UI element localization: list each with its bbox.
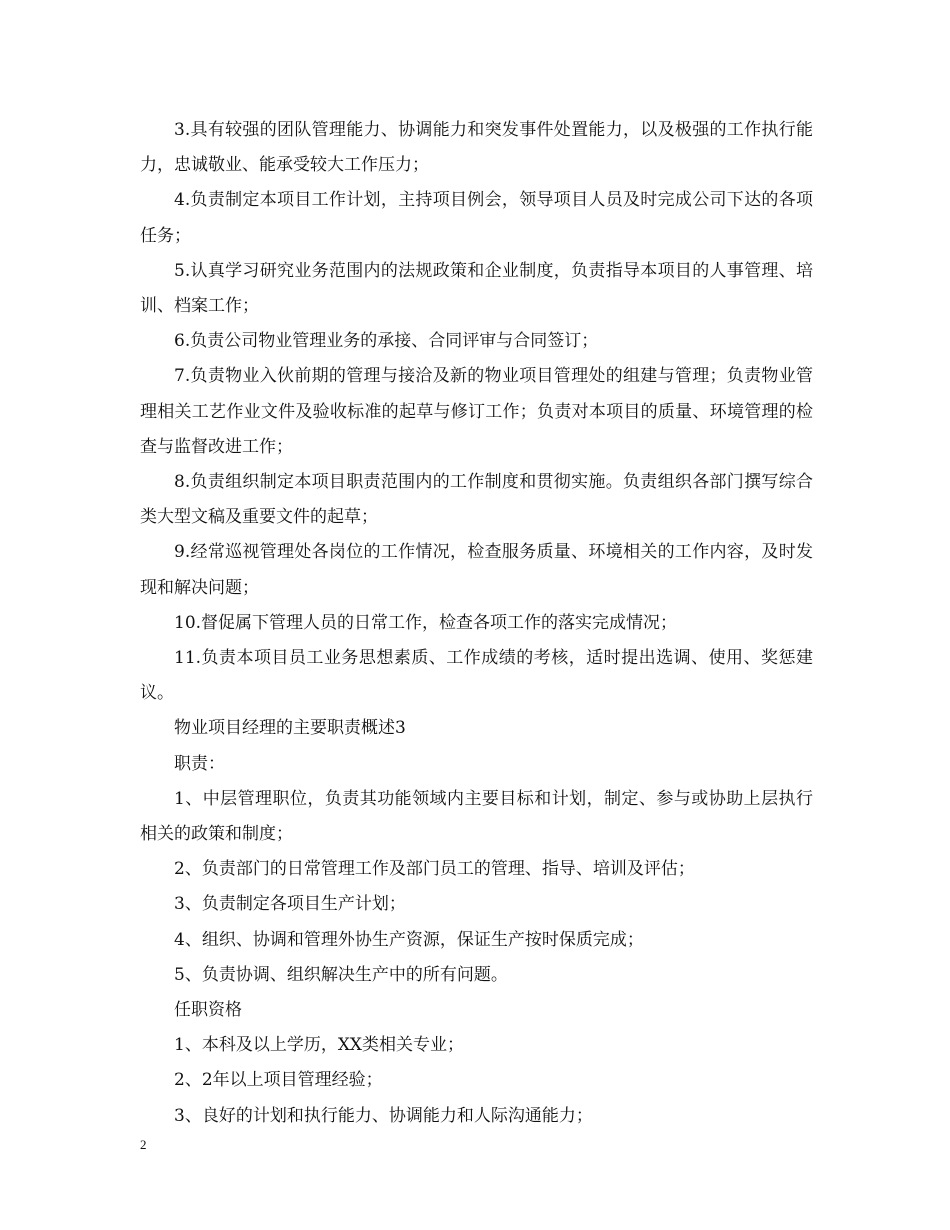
duties-label: 职责： xyxy=(174,753,225,774)
duty-item-5: 5、负责协调、组织解决生产中的所有问题。 xyxy=(174,964,508,985)
section-heading: 物业项目经理的主要职责概述3 xyxy=(174,718,406,739)
page-body xyxy=(140,113,813,1134)
page-number: 2 xyxy=(140,1137,147,1152)
duty-item-1: 1、中层管理职位，负责其功能领域内主要目标和计划，制定、参与或协助上层执行相关的政策和制度； xyxy=(140,788,813,845)
paragraph-item-8: 8.负责组织制定本项目职责范围内的工作制度和贯彻实施。负责组织各部门撰写综合类大型文稿及重要文件的起草； xyxy=(140,472,813,528)
paragraph-item-10: 10.督促属下管理人员的日常工作，检查各项工作的落实完成情况； xyxy=(174,612,678,633)
paragraph-item-4: 4.负责制定本项目工作计划，主持项目例会，领导项目人员及时完成公司下达的各项任务； xyxy=(140,190,813,246)
duty-item-2: 2、负责部门的日常管理工作及部门员工的管理、指导、培训及评估； xyxy=(174,859,695,880)
qualification-item-2: 2、2年以上项目管理经验； xyxy=(174,1070,383,1091)
paragraph-item-5: 5.认真学习研究业务范围内的法规政策和企业制度，负责指导本项目的人事管理、培训、档案工作； xyxy=(140,260,813,317)
qualifications-label: 任职资格 xyxy=(174,1000,242,1021)
paragraph-item-11: 11.负责本项目员工业务思想素质、工作成绩的考核，适时提出选调、使用、奖惩建议。 xyxy=(140,648,813,704)
paragraph-item-6: 6.负责公司物业管理业务的承接、合同评审与合同签订； xyxy=(174,331,599,352)
qualification-item-1: 1、本科及以上学历，XX类相关专业； xyxy=(174,1035,465,1056)
duty-item-3: 3、负责制定各项目生产计划； xyxy=(174,894,406,915)
paragraph-item-7: 7.负责物业入伙前期的管理与接洽及新的物业项目管理处的组建与管理；负责物业管理相关工艺作业文件及验收标准的起草与修订工作；负责对本项目的质量、环境管理的检查与监督改进工作； xyxy=(140,366,813,457)
duty-item-4: 4、组织、协调和管理外协生产资源，保证生产按时保质完成； xyxy=(174,929,644,950)
qualification-item-3: 3、良好的计划和执行能力、协调能力和人际沟通能力； xyxy=(174,1105,593,1126)
paragraph-item-9: 9.经常巡视管理处各岗位的工作情况，检查服务质量、环境相关的工作内容，及时发现和解决问题； xyxy=(140,542,813,598)
paragraph-item-3: 3.具有较强的团队管理能力、协调能力和突发事件处置能力，以及极强的工作执行能力，忠诚敬业、能承受较大工作压力； xyxy=(140,120,813,176)
